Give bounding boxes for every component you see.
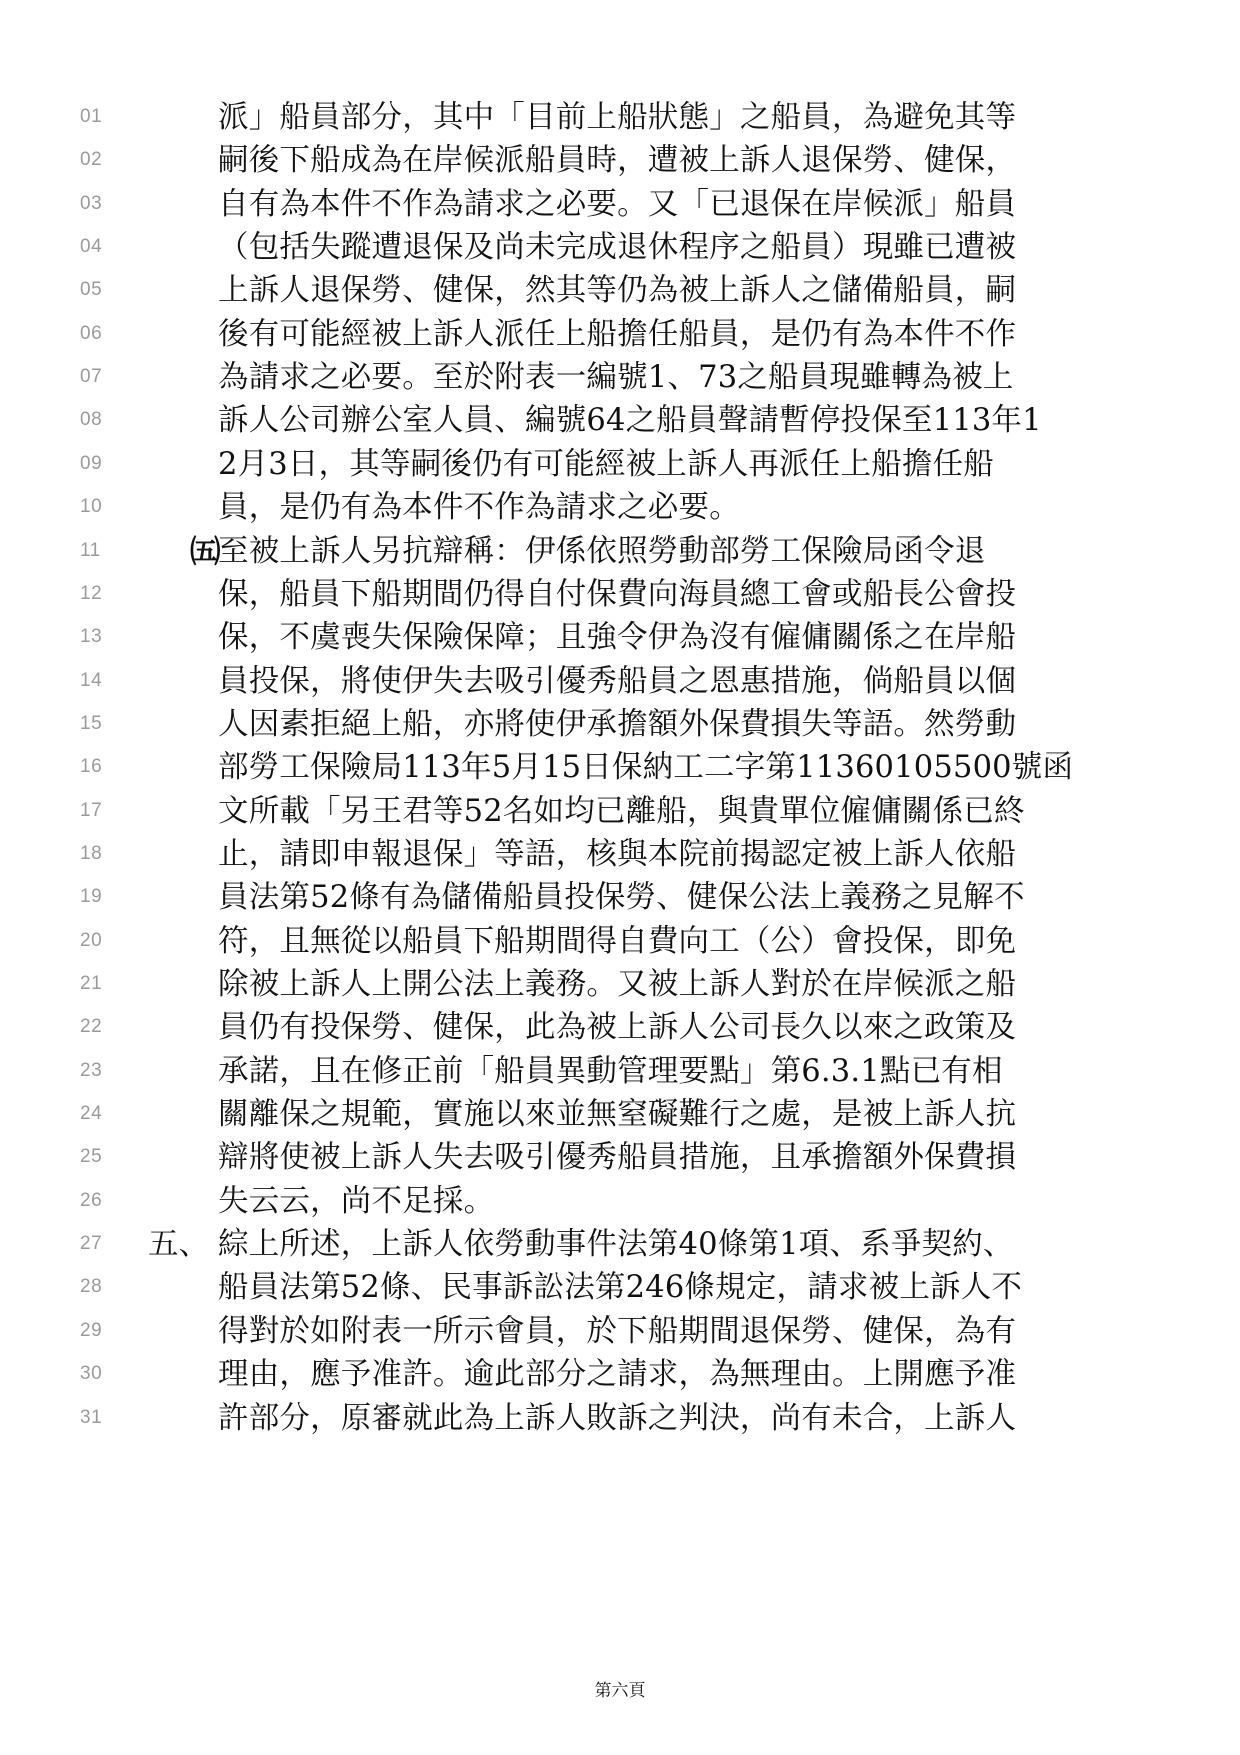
line-number: 28: [80, 1276, 103, 1298]
text-line: [0, 1351, 1240, 1399]
section-marker: ㈤: [190, 533, 221, 570]
line-text: 人因素拒絕上船，亦將使伊承擔額外保費損失等語。然勞動: [218, 706, 1017, 742]
line-text: 至被上訴人另抗辯稱：伊係依照勞動部勞工保險局函令退: [218, 533, 986, 569]
line-number: 18: [80, 842, 103, 864]
line-text: 除被上訴人上開公法上義務。又被上訴人對於在岸候派之船: [218, 967, 1017, 1002]
text-line: [0, 1134, 1240, 1182]
text-line: [0, 441, 1240, 489]
line-text: 上訴人退保勞、健保，然其等仍為被上訴人之儲備船員，嗣: [218, 273, 1017, 309]
line-text: 後有可能經被上訴人派任上船擔任船員，是仍有為本件不作: [218, 316, 1017, 352]
line-number: 11: [80, 539, 101, 561]
text-line: [0, 528, 1240, 576]
line-number: 30: [80, 1363, 103, 1385]
text-line: [0, 1091, 1240, 1139]
text-line: [0, 267, 1240, 315]
text-line: [0, 874, 1240, 922]
line-text: 符，且無從以船員下船期間得自費向工（公）會投保，即免: [218, 923, 1017, 959]
line-number: 01: [80, 106, 103, 127]
line-number: 17: [80, 799, 103, 821]
line-text: 自有為本件不作為請求之必要。又「已退保在岸候派」船員: [218, 186, 1017, 222]
text-line: [0, 1264, 1240, 1312]
line-text: 2月3日，其等嗣後仍有可能經被上訴人再派任上船擔任船: [218, 446, 995, 482]
line-number: 24: [80, 1103, 103, 1125]
line-number: 07: [80, 366, 103, 388]
line-number: 16: [80, 756, 103, 778]
text-line: [0, 1221, 1240, 1269]
section-marker: 五、: [148, 1227, 209, 1263]
line-number: 29: [80, 1319, 103, 1341]
text-line: [0, 224, 1240, 272]
line-text: 嗣後下船成為在岸候派船員時，遭被上訴人退保勞、健保，: [218, 143, 1017, 179]
text-line: [0, 311, 1240, 359]
line-text: 理由，應予准許。逾此部分之請求，為無理由。上開應予准: [218, 1357, 1017, 1393]
text-line: [0, 484, 1240, 532]
line-number: 06: [80, 322, 103, 344]
line-text: 員仍有投保勞、健保，此為被上訴人公司長久以來之政策及: [218, 1010, 1017, 1046]
text-line: [0, 1178, 1240, 1226]
line-number: 20: [80, 929, 103, 951]
line-number: 13: [80, 626, 103, 648]
text-line: [0, 1048, 1240, 1096]
line-text: 保，船員下船期間仍得自付保費向海員總工會或船長公會投: [218, 576, 1017, 612]
text-line: [0, 1395, 1240, 1443]
line-number: 15: [80, 712, 103, 734]
text-line: [0, 701, 1240, 749]
line-number: 04: [80, 236, 103, 258]
line-text: 部勞工保險局113年5月15日保納工二字第11360105500號函: [218, 750, 1074, 786]
line-text: 員投保，將使伊失去吸引優秀船員之恩惠措施，倘船員以個: [218, 663, 1017, 699]
text-line: [0, 571, 1240, 619]
line-number: 09: [80, 452, 103, 474]
line-number: 08: [80, 409, 103, 431]
text-line: [0, 94, 1240, 142]
line-number: 03: [80, 192, 103, 214]
line-number: 23: [80, 1059, 103, 1081]
line-text: 許部分，原審就此為上訴人敗訴之判決，尚有未合，上訴人: [218, 1400, 1017, 1436]
line-text: 文所載「另王君等52名如均已離船，與貴單位僱傭關係已終: [218, 793, 1025, 829]
page-footer: 第六頁: [594, 1681, 646, 1701]
text-line: [0, 744, 1240, 792]
line-text: 訴人公司辦公室人員、編號64之船員聲請暫停投保至113年1: [218, 403, 1042, 439]
line-text: 為請求之必要。至於附表一編號1、73之船員現雖轉為被上: [218, 360, 1014, 396]
text-line: [0, 1308, 1240, 1356]
line-number: 21: [80, 973, 103, 994]
line-text: 綜上所述，上訴人依勞動事件法第40條第1項、系爭契約、: [218, 1227, 1014, 1263]
line-text: 保，不虞喪失保險保障；且強令伊為沒有僱傭關係之在岸船: [218, 620, 1017, 656]
text-line: [0, 181, 1240, 229]
line-number: 12: [80, 582, 103, 604]
text-line: [0, 918, 1240, 966]
line-text: 關離保之規範，實施以來並無窒礙難行之處，是被上訴人抗: [218, 1097, 1017, 1133]
line-text: 承諾，且在修正前「船員異動管理要點」第6.3.1點已有相: [218, 1053, 1003, 1089]
line-number: 14: [80, 669, 103, 691]
text-line: [0, 788, 1240, 836]
line-number: 02: [80, 149, 103, 171]
text-line: [0, 961, 1240, 1009]
line-number: 25: [80, 1146, 103, 1168]
text-line: [0, 658, 1240, 706]
text-line: [0, 397, 1240, 445]
line-text: 辯將使被上訴人失去吸引優秀船員措施，且承擔額外保費損: [218, 1140, 1017, 1176]
line-number: 27: [80, 1233, 103, 1255]
line-text: 失云云，尚不足採。: [218, 1183, 495, 1219]
line-number: 26: [80, 1189, 103, 1211]
line-text: 員法第52條有為儲備船員投保勞、健保公法上義務之見解不: [218, 880, 1025, 916]
text-line: [0, 831, 1240, 879]
text-line: [0, 1004, 1240, 1052]
line-number: 19: [80, 886, 103, 908]
line-number: 31: [80, 1406, 103, 1428]
line-text: （包括失蹤遭退保及尚未完成退休程序之船員）現雖已遭被: [218, 230, 1017, 266]
text-line: [0, 137, 1240, 185]
line-text: 船員法第52條、民事訴訟法第246條規定，請求被上訴人不: [218, 1270, 1023, 1306]
line-text: 員，是仍有為本件不作為請求之必要。: [218, 490, 740, 526]
line-text: 得對於如附表一所示會員，於下船期間退保勞、健保，為有: [218, 1313, 1017, 1349]
line-number: 22: [80, 1016, 103, 1038]
line-number: 05: [80, 279, 103, 301]
line-text: 派」船員部分，其中「目前上船狀態」之船員，為避免其等: [218, 100, 1017, 135]
line-text: 止，請即申報退保」等語，核與本院前揭認定被上訴人依船: [218, 836, 1017, 872]
text-line: [0, 614, 1240, 662]
text-line: [0, 354, 1240, 402]
line-number: 10: [80, 496, 103, 518]
